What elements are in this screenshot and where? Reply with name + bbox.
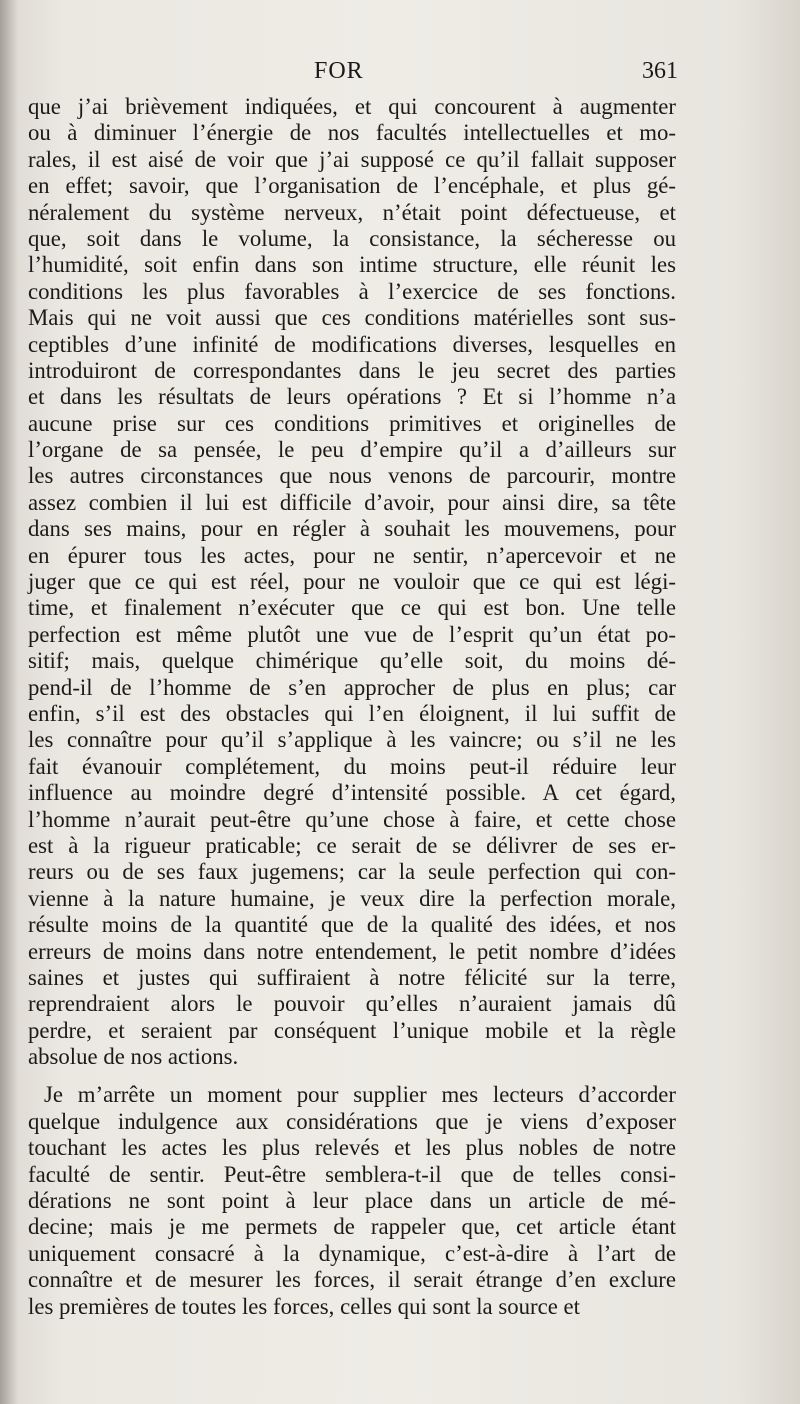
text-line: aucune prise sur ces conditions primitives et originelles de	[28, 410, 676, 436]
text-line: vienne à la nature humaine, je veux dire la perfection morale,	[28, 885, 676, 911]
text-line: fait évanouir complétement, du moins peut-il réduire leur	[28, 753, 676, 779]
text-line: touchant les actes les plus relevés et les plus nobles de notre	[28, 1135, 676, 1161]
running-head: FOR	[314, 58, 364, 84]
text-line: saines et justes qui suffiraient à notre félicité sur la terre,	[28, 964, 676, 990]
text-line: perfection est même plutôt une vue de l’esprit qu’un état po-	[28, 621, 676, 647]
text-line: erreurs de moins dans notre entendement, le petit nombre d’idées	[28, 938, 676, 964]
text-line: pend-il de l’homme de s’en approcher de plus en plus; car	[28, 674, 676, 700]
text-line: résulte moins de la quantité que de la qualité des idées, et nos	[28, 912, 676, 938]
text-line: et dans les résultats de leurs opérations ? Et si l’homme n’a	[28, 384, 676, 410]
text-line: faculté de sentir. Peut-être semblera-t-il que de telles consi-	[28, 1161, 676, 1187]
text-line: que j’ai brièvement indiquées, et qui concourent à augmenter	[28, 94, 676, 119]
text-line: Je m’arrête un moment pour supplier mes lecteurs d’accorder	[44, 1082, 676, 1108]
text-line: les connaître pour qu’il s’applique à les vaincre; ou s’il ne les	[28, 727, 676, 753]
text-line: sitif; mais, quelque chimérique qu’elle soit, du moins dé-	[28, 648, 676, 674]
paragraph	[28, 94, 676, 1070]
text-line: perdre, et seraient par conséquent l’unique mobile et la règle	[28, 1017, 676, 1043]
text-line: assez combien il lui est difficile d’avoir, pour ainsi dire, sa tête	[28, 489, 676, 515]
text-line: absolue de nos actions.	[28, 1044, 239, 1070]
page-number: 361	[642, 58, 678, 84]
text-line: dans ses mains, pour en régler à souhait les mouvemens, pour	[28, 516, 676, 542]
text-line: reurs ou de ses faux jugemens; car la seule perfection qui con-	[28, 859, 676, 885]
text-line: time, et finalement n’exécuter que ce qui est bon. Une telle	[28, 595, 676, 621]
text-line: reprendraient alors le pouvoir qu’elles n’auraient jamais dû	[28, 991, 676, 1017]
text-line: juger que ce qui est réel, pour ne vouloir que ce qui est légi-	[28, 569, 676, 595]
text-line: connaître et de mesurer les forces, il serait étrange d’en exclure	[28, 1267, 676, 1293]
text-line: les autres circonstances que nous venons de parcourir, montre	[28, 463, 676, 489]
page-gutter-shadow	[0, 0, 18, 1404]
text-line: l’homme n’aurait peut-être qu’une chose à faire, et cette chose	[28, 806, 676, 832]
text-line: introduiront de correspondantes dans le jeu secret des parties	[28, 357, 676, 383]
text-line: l’organe de sa pensée, le peu d’empire qu’il a d’ailleurs sur	[28, 437, 676, 463]
text-line: conditions les plus favorables à l’exercice de ses fonctions.	[28, 278, 676, 304]
body-text	[28, 94, 676, 1320]
text-line: l’humidité, soit enfin dans son intime structure, elle réunit les	[28, 252, 676, 278]
text-line: néralement du système nerveux, n’était point défectueuse, et	[28, 199, 676, 225]
text-line: enfin, s’il est des obstacles qui l’en éloignent, il lui suffit de	[28, 700, 676, 726]
page-header	[30, 58, 680, 92]
text-line: influence au moindre degré d’intensité possible. A cet égard,	[28, 780, 676, 806]
text-line: uniquement consacré à la dynamique, c’est-à-dire à l’art de	[28, 1240, 676, 1266]
text-line: les premières de toutes les forces, celles qui sont la source et	[28, 1293, 581, 1319]
text-line: ou à diminuer l’énergie de nos facultés intellectuelles et mo-	[28, 120, 676, 146]
paragraph-gap	[28, 1070, 676, 1082]
text-line: quelque indulgence aux considérations que je viens d’exposer	[28, 1108, 676, 1134]
text-line: que, soit dans le volume, la consistance, la sécheresse ou	[28, 225, 676, 251]
text-line: est à la rigueur praticable; ce serait de se délivrer de ses er-	[28, 832, 676, 858]
text-line: ceptibles d’une infinité de modifications diverses, lesquelles en	[28, 331, 676, 357]
text-line: Mais qui ne voit aussi que ces conditions matérielles sont sus-	[28, 305, 676, 331]
paragraph	[28, 1082, 676, 1320]
text-line: dérations ne sont point à leur place dans un article de mé-	[28, 1188, 676, 1214]
text-line: en épurer tous les actes, pour ne sentir, n’apercevoir et ne	[28, 542, 676, 568]
text-line: rales, il est aisé de voir que j’ai supposé ce qu’il fallait supposer	[28, 146, 676, 172]
text-line: decine; mais je me permets de rappeler que, cet article étant	[28, 1214, 676, 1240]
text-line: en effet; savoir, que l’organisation de l’encéphale, et plus gé-	[28, 173, 676, 199]
